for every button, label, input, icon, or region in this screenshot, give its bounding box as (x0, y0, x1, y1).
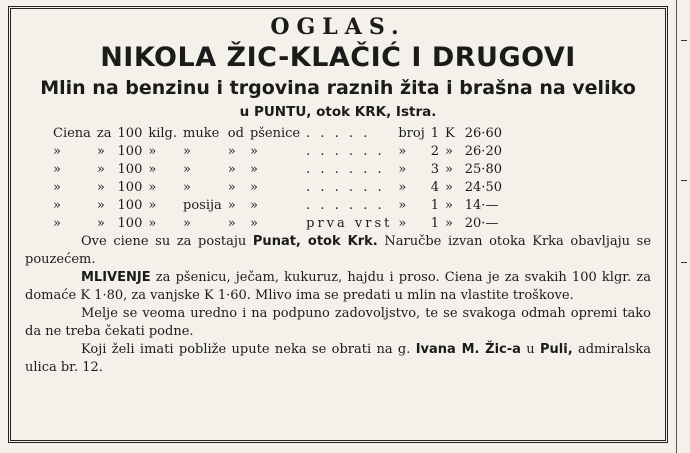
price-cell-c3: 100 (117, 162, 143, 177)
price-cell-c8: . . . . . . (306, 198, 385, 213)
price-cell-c11: » (445, 180, 454, 195)
price-cell-c4: kilg. (148, 126, 178, 141)
price-cell-c10: 2 (430, 144, 440, 159)
price-cell-c8: . . . . . . (306, 180, 385, 195)
price-cell-c11: » (445, 198, 454, 213)
price-cell-c9: » (398, 180, 407, 195)
price-row (53, 161, 508, 179)
price-cell-c5: » (183, 144, 191, 159)
advertisement-frame (8, 6, 668, 443)
price-cell-c1: » (53, 216, 61, 231)
price-row (53, 125, 508, 143)
adjacent-column-edge (676, 0, 690, 453)
price-cell-c8: . . . . . . (306, 162, 385, 177)
contact-address: admiralska ulica br. 12. (25, 342, 651, 375)
price-cell-c3: 100 (117, 216, 143, 231)
price-cell-c9: » (398, 162, 407, 177)
price-cell-c4: » (148, 180, 157, 195)
price-cell-c12: 25·80 (464, 162, 502, 177)
price-cell-c5: muke (183, 126, 220, 141)
price-cell-c6: » (227, 216, 236, 231)
price-cell-c7: » (249, 216, 258, 231)
contact-city: Puli, (540, 342, 573, 357)
price-cell-c7: » (249, 198, 258, 213)
price-cell-c9: » (398, 144, 407, 159)
price-cell-c5: » (183, 162, 191, 177)
price-row (53, 215, 508, 233)
price-cell-c3: 100 (117, 198, 143, 213)
paragraph-milling (25, 269, 651, 305)
price-cell-c1: Ciena (53, 126, 91, 141)
price-cell-c2: za (96, 126, 112, 141)
price-cell-c12: 20·— (464, 216, 499, 231)
price-cell-c10: 1 (430, 126, 440, 141)
column-mark (681, 180, 687, 181)
business-location: u PUNTU, otok KRK, Istra. (239, 104, 437, 120)
contact-text-a: Koji želi imati pobliže upute neka se obrati na g. (81, 342, 411, 357)
price-cell-c4: » (148, 216, 157, 231)
price-cell-c1: » (53, 198, 61, 213)
price-cell-c9: » (398, 198, 407, 213)
price-cell-c7: pšenice (249, 126, 301, 141)
price-cell-c2: » (96, 180, 105, 195)
price-cell-c1: » (53, 162, 61, 177)
price-cell-c12: 24·50 (464, 180, 502, 195)
contact-person: Ivana M. Žic-a (415, 342, 521, 357)
price-cell-c5: posija (183, 198, 222, 213)
price-cell-c2: » (96, 198, 105, 213)
price-cell-c10: 1 (430, 198, 440, 213)
price-cell-c6: » (227, 144, 236, 159)
price-cell-c7: » (249, 162, 258, 177)
price-cell-c9: » (398, 216, 407, 231)
price-cell-c11: » (445, 144, 454, 159)
contact-text-b: u (526, 342, 535, 357)
price-cell-c11: » (445, 162, 454, 177)
price-cell-c8: . . . . . . (306, 144, 385, 159)
price-cell-c12: 26·60 (464, 126, 502, 141)
price-cell-c3: 100 (117, 126, 143, 141)
price-cell-c7: » (249, 180, 258, 195)
price-row (53, 143, 508, 161)
price-cell-c12: 14·— (464, 198, 499, 213)
advert-title: OGLAS. (270, 14, 406, 40)
price-cell-c6: od (227, 126, 244, 141)
milling-text: za pšenicu, ječam, kukuruz, hajdu i proso. Ciena je za svakih 100 klgr. za domaće K 1·80, za vanjske K 1·60. Mlivo ima se predati u mlin na vlastite troškove. (25, 270, 651, 303)
price-cell-c1: » (53, 144, 61, 159)
postage-text-a: Ove ciene su za postaju (81, 234, 247, 249)
price-cell-c10: 1 (430, 216, 440, 231)
price-cell-c2: » (96, 162, 105, 177)
price-cell-c6: » (227, 162, 236, 177)
price-cell-c4: » (148, 198, 157, 213)
price-cell-c10: 4 (430, 180, 440, 195)
price-cell-c8: . . . . . (306, 126, 371, 141)
paragraph-contact (25, 341, 651, 377)
price-cell-c2: » (96, 216, 105, 231)
company-name: NIKOLA ŽIC-KLAČIĆ I DRUGOVI (100, 42, 576, 73)
price-cell-c4: » (148, 162, 157, 177)
price-cell-c2: » (96, 144, 105, 159)
price-cell-c9: broj (398, 126, 425, 141)
price-cell-c3: 100 (117, 144, 143, 159)
price-table (53, 125, 508, 233)
price-cell-c1: » (53, 180, 61, 195)
paragraph-quality: Melje se veoma uredno i na podpuno zadovoljstvo, te se svakoga odmah opremi tako da ne treba čekati podne. (25, 306, 651, 339)
postage-text-b: Naručbe izvan otoka Krka obavljaju se pouzećem. (25, 234, 652, 267)
price-row (53, 179, 508, 197)
price-cell-c6: » (227, 180, 236, 195)
price-cell-c6: » (227, 198, 236, 213)
price-cell-c8: prva vrst (306, 216, 393, 231)
column-mark (681, 40, 687, 41)
price-cell-c4: » (148, 144, 157, 159)
business-description: Mlin na benzinu i trgovina raznih žita i brašna na veliko (40, 77, 636, 99)
price-row (53, 197, 508, 215)
column-mark (681, 262, 687, 263)
price-cell-c11: K (445, 126, 455, 141)
price-cell-c7: » (249, 144, 258, 159)
milling-heading: MLIVENJE (81, 270, 151, 285)
price-cell-c12: 26·20 (464, 144, 502, 159)
price-cell-c3: 100 (117, 180, 143, 195)
price-cell-c10: 3 (430, 162, 440, 177)
price-cell-c5: » (183, 216, 191, 231)
paragraph-postage (25, 233, 651, 269)
price-cell-c11: » (445, 216, 454, 231)
price-cell-c5: » (183, 180, 191, 195)
postage-station: Punat, otok Krk. (252, 234, 378, 249)
